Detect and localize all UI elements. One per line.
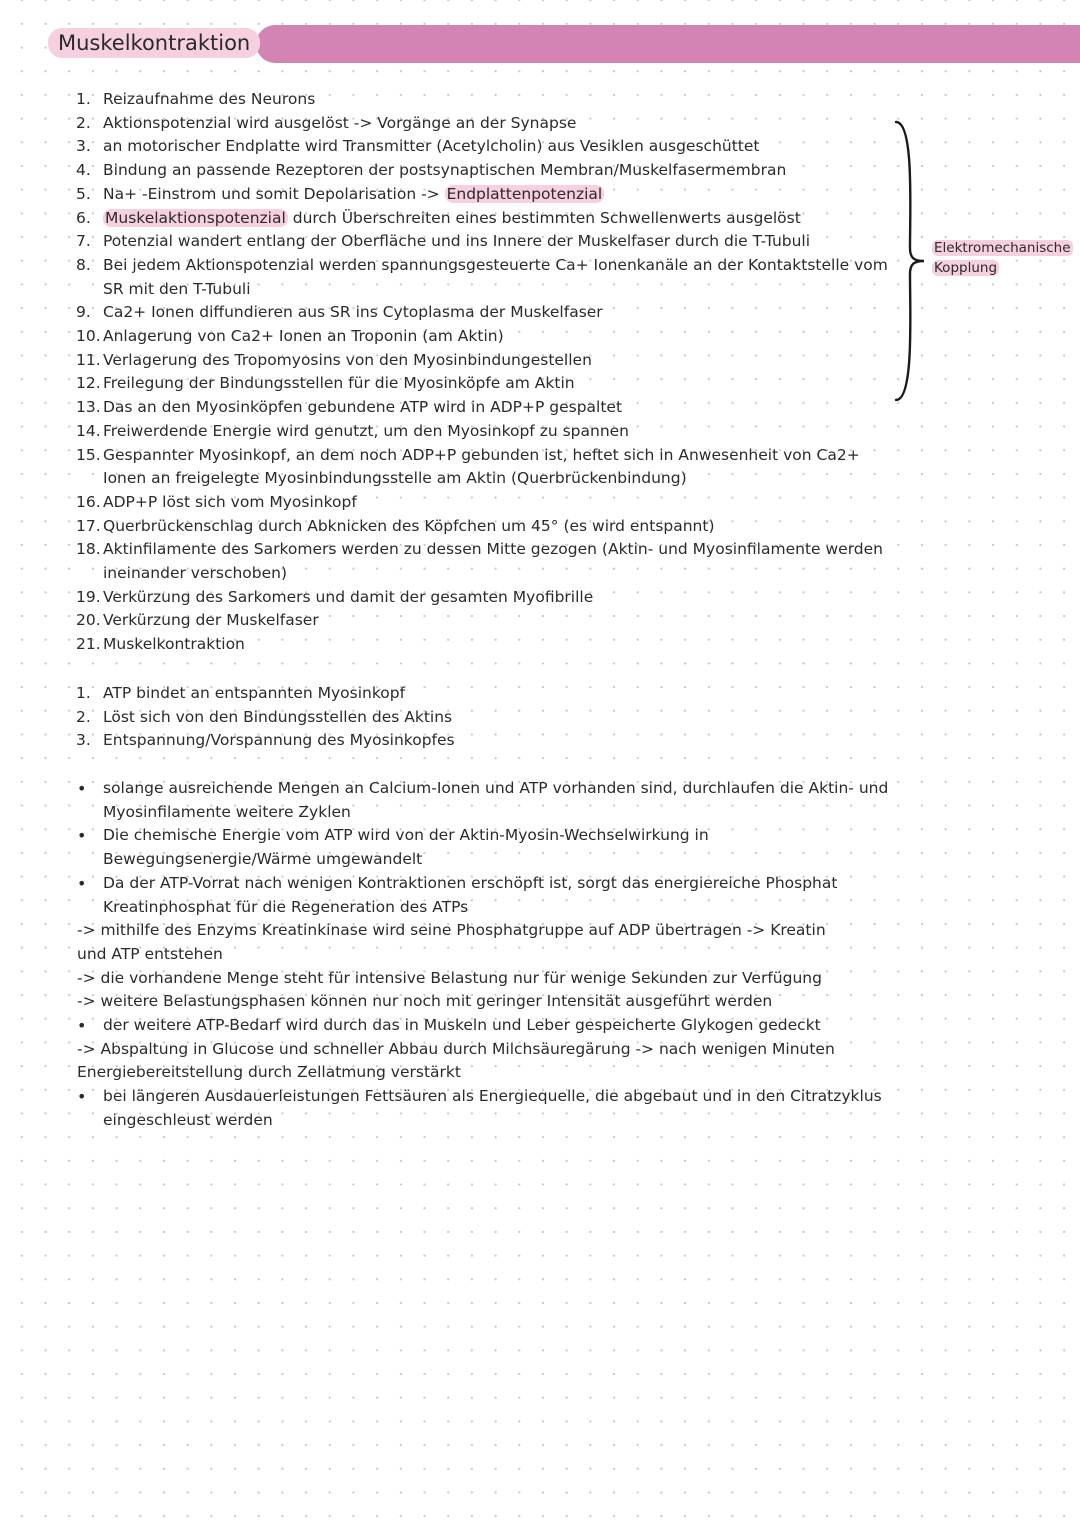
step-text: Verlagerung des Tropomyosins von den Myosinbindungestellen <box>103 350 592 369</box>
step-number: 14. <box>76 421 101 440</box>
step-text: Aktionspotenzial wird ausgelöst -> Vorgänge an der Synapse <box>103 113 577 132</box>
note-text: Da der ATP-Vorrat nach wenigen Kontraktionen erschöpft ist, sorgt das energiereiche Phosphat Kreatinphosphat für die Regeneration des ATPs <box>103 873 838 916</box>
step-text: Reizaufnahme des Neurons <box>103 90 316 108</box>
step-number: 9. <box>76 303 91 322</box>
header-banner <box>256 25 1080 63</box>
bullet-note <box>0 872 903 919</box>
note-text: bei längeren Ausdauerleistungen Fettsäuren als Energiequelle, die abgebaut und in den Citratzyklus eingeschleust werden <box>103 1087 882 1129</box>
contraction-steps-list <box>0 88 903 657</box>
bullet-icon: • <box>77 826 87 846</box>
highlighted-term: Muskelaktionspotenzial <box>105 208 286 227</box>
step-number: 2. <box>76 113 91 132</box>
step-number: 8. <box>76 255 91 274</box>
step-text: Entspannung/Vorspannung des Myosinkopfes <box>103 731 455 750</box>
step-text: ATP bindet an entspannten Myosinkopf <box>103 684 406 702</box>
step-item <box>0 420 903 444</box>
step-item <box>0 491 903 515</box>
step-number: 1. <box>76 90 91 108</box>
step-number: 3. <box>76 731 91 750</box>
step-item <box>0 349 903 373</box>
step-item <box>0 301 903 325</box>
step-text: ADP+P löst sich vom Myosinkopf <box>103 492 357 511</box>
curly-brace-icon <box>880 118 940 404</box>
step-item <box>0 88 903 112</box>
arrow-note <box>0 1038 837 1085</box>
step-text: Querbrückenschlag durch Abknicken des Köpfchen um 45° (es wird entspannt) <box>103 516 715 535</box>
relaxation-steps-list <box>0 682 903 753</box>
side-label <box>932 238 1073 278</box>
arrow-note <box>0 967 837 991</box>
step-item <box>0 586 903 610</box>
step-text: Freiwerdende Energie wird genutzt, um den Myosinkopf zu spannen <box>103 421 630 440</box>
step-text: Bei jedem Aktionspotenzial werden spannungsgesteuerte Ca+ Ionenkanäle an der Kontaktstelle vom SR mit den T-Tubuli <box>103 255 888 298</box>
step-number: 6. <box>76 208 91 227</box>
step-number: 2. <box>76 707 91 726</box>
step-text: Das an den Myosinköpfen gebundene ATP wird in ADP+P gespaltet <box>103 398 623 417</box>
relax-step-item <box>0 729 903 753</box>
bullet-note <box>0 1014 903 1038</box>
step-text: Muskelkontraktion <box>103 635 245 654</box>
step-number: 10. <box>76 327 101 346</box>
step-number: 15. <box>76 445 101 464</box>
step-number: 16. <box>76 492 101 511</box>
relax-step-item <box>0 706 903 730</box>
step-text: Verkürzung der Muskelfaser <box>103 611 319 630</box>
arrow-note <box>0 990 837 1014</box>
step-item <box>0 230 903 254</box>
note-text: -> weitere Belastungsphasen können nur noch mit geringer Intensität ausgeführt werden <box>77 992 773 1011</box>
step-text: Löst sich von den Bindungsstellen des Aktins <box>103 707 453 726</box>
highlighted-term: Endplattenpotenzial <box>446 184 603 203</box>
step-item <box>0 515 903 539</box>
arrow-note <box>0 919 837 966</box>
step-number: 5. <box>76 184 91 203</box>
note-text: der weitere ATP-Bedarf wird durch das in Muskeln und Leber gespeicherte Glykogen gedeckt <box>103 1016 821 1035</box>
step-text: an motorischer Endplatte wird Transmitter (Acetylcholin) aus Vesiklen ausgeschüttet <box>103 137 760 156</box>
step-text: Aktinfilamente des Sarkomers werden zu dessen Mitte gezogen (Aktin- und Myosinfilamente werden ineinander verschoben) <box>103 540 883 583</box>
bullet-icon: • <box>77 873 87 893</box>
step-item <box>0 372 903 396</box>
bullet-icon: • <box>77 779 87 798</box>
step-number: 11. <box>76 350 101 369</box>
step-item <box>0 183 903 207</box>
notes-list <box>0 777 903 1133</box>
step-item <box>0 254 903 301</box>
step-item <box>0 135 903 159</box>
step-item <box>0 538 903 585</box>
step-text: Na+ -Einstrom und somit Depolarisation -> <box>103 184 445 203</box>
note-text: -> mithilfe des Enzyms Kreatinkinase wird seine Phosphatgruppe auf ADP übertragen -> Kreatin und ATP entstehen <box>77 921 826 963</box>
step-number: 18. <box>76 540 101 559</box>
step-number: 17. <box>76 516 101 535</box>
bullet-note <box>0 1085 903 1132</box>
step-number: 1. <box>76 684 91 702</box>
step-text: Potenzial wandert entlang der Oberfläche und ins Innere der Muskelfaser durch die T-Tubuli <box>103 232 811 251</box>
side-label-line1: Elektromechanische <box>934 240 1071 256</box>
step-number: 7. <box>76 232 91 251</box>
note-text: solange ausreichende Mengen an Calcium-Ionen und ATP vorhanden sind, durchlaufen die Aktin- und Myosinfilamente weitere Zyklen <box>103 779 889 821</box>
bullet-icon: • <box>77 1016 87 1036</box>
step-number: 19. <box>76 587 101 606</box>
bullet-icon: • <box>77 1087 87 1107</box>
step-item <box>0 396 903 420</box>
note-text: Die chemische Energie vom ATP wird von der Aktin-Myosin-Wechselwirkung in Bewegungsenergie/Wärme umgewandelt <box>103 826 709 869</box>
step-item <box>0 207 903 231</box>
step-text: Verkürzung des Sarkomers und damit der gesamten Myofibrille <box>103 587 594 606</box>
step-number: 4. <box>76 161 91 180</box>
bullet-note <box>0 777 903 824</box>
step-text: Freilegung der Bindungsstellen für die Myosinköpfe am Aktin <box>103 374 575 393</box>
step-item <box>0 609 903 633</box>
step-text: Gespannter Myosinkopf, an dem noch ADP+P gebunden ist, heftet sich in Anwesenheit von Ca2+ Ionen an freigelegte Myosinbindungsstelle am Aktin (Querbrückenbindung) <box>103 445 860 488</box>
step-item <box>0 444 903 491</box>
step-text: Anlagerung von Ca2+ Ionen an Troponin (am Aktin) <box>103 327 504 346</box>
step-number: 13. <box>76 398 101 417</box>
step-item <box>0 633 903 657</box>
step-text: Bindung an passende Rezeptoren der postsynaptischen Membran/Muskelfasermembran <box>103 161 787 180</box>
bullet-note <box>0 824 903 871</box>
step-item <box>0 325 903 349</box>
step-number: 12. <box>76 374 101 393</box>
step-number: 21. <box>76 635 101 654</box>
note-text: -> Abspaltung in Glucose und schneller Abbau durch Milchsäuregärung -> nach wenigen Minuten Energiebereitstellung durch Zellatmung verstärkt <box>77 1039 835 1082</box>
note-text: -> die vorhandene Menge steht für intensive Belastung nur für wenige Sekunden zur Verfügung <box>77 968 822 987</box>
step-text: Ca2+ Ionen diffundieren aus SR ins Cytoplasma der Muskelfaser <box>103 303 603 322</box>
relax-step-item <box>0 682 903 706</box>
step-number: 3. <box>76 137 91 156</box>
side-label-line2: Kopplung <box>934 260 998 276</box>
step-text: durch Überschreiten eines bestimmten Schwellenwerts ausgelöst <box>287 208 801 227</box>
step-item <box>0 112 903 136</box>
page-title: Muskelkontraktion <box>48 28 260 58</box>
step-number: 20. <box>76 611 101 630</box>
step-item <box>0 159 903 183</box>
